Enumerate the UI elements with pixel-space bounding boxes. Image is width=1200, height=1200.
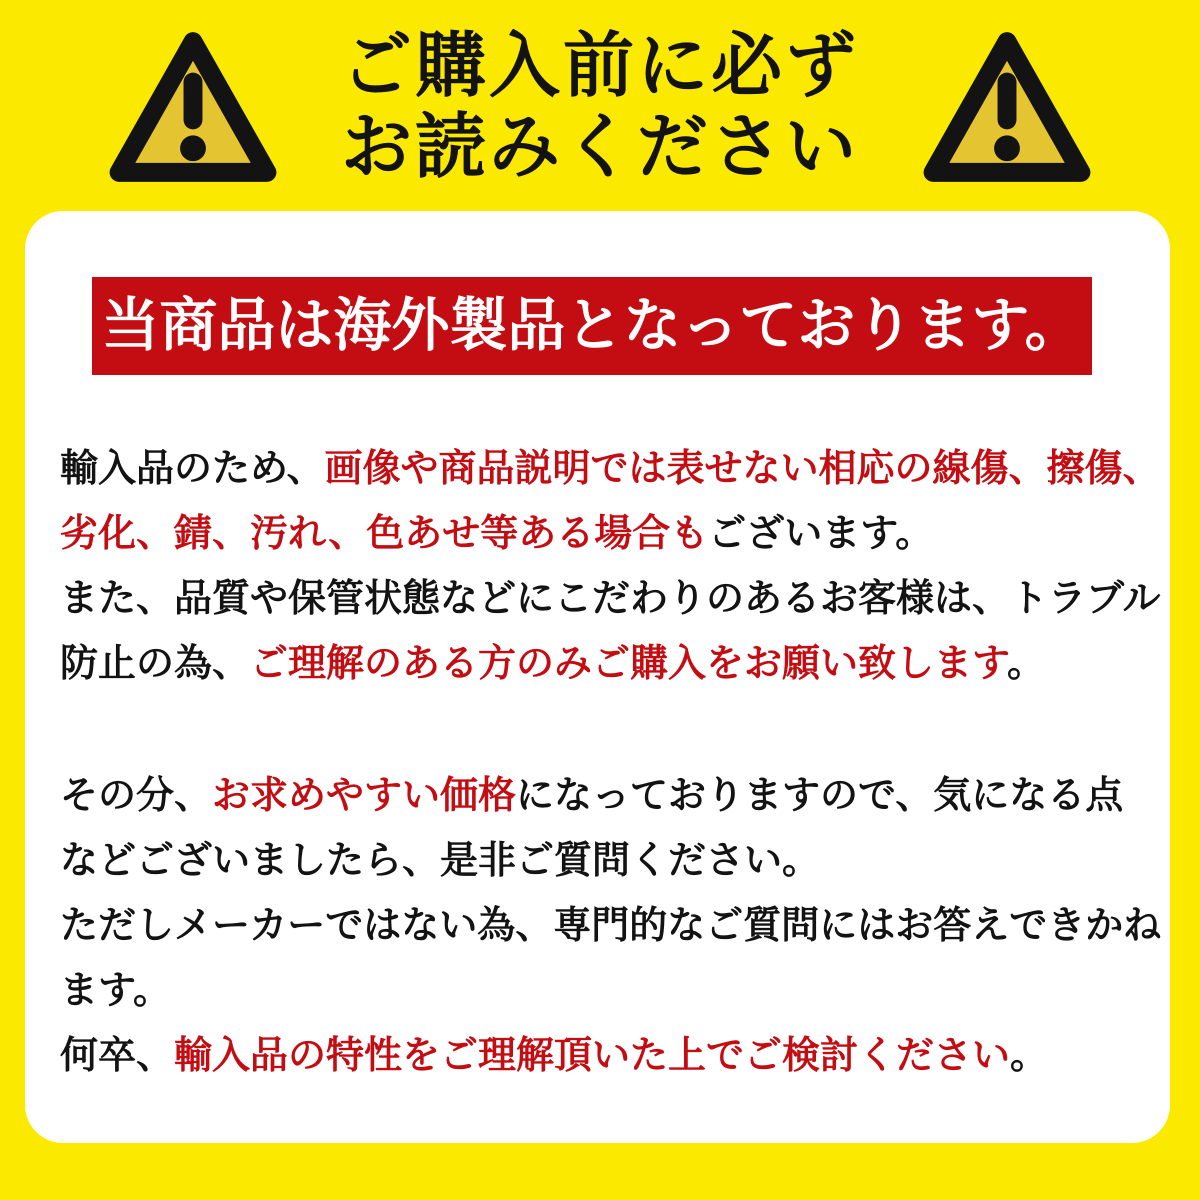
body-text-segment-red: 輸入品の特性をご理解頂いた上でご検討ください <box>174 1035 1011 1077</box>
body-line <box>60 632 1145 697</box>
body-text-segment-red: お求めやすい価格 <box>212 775 517 817</box>
body-text-segment: ただしメーカーではない為、専門的なご質問にはお答えできかね <box>60 905 1162 947</box>
body-text-segment: ございます。 <box>708 513 934 555</box>
body-text-segment: 。 <box>1010 1035 1049 1077</box>
body-text-segment: 防止の為、 <box>60 643 251 685</box>
body-line <box>60 959 1145 1024</box>
body-line <box>60 1024 1145 1089</box>
body-text-segment: 輸入品のため、 <box>60 448 325 490</box>
page-title <box>341 26 859 188</box>
overseas-product-banner: 当商品は海外製品となっております。 <box>92 277 1092 375</box>
body-text-segment: 何卒、 <box>60 1035 175 1077</box>
paragraph-import-condition <box>60 437 1161 697</box>
warning-triangle-icon <box>107 27 279 187</box>
body-text-segment-red: ご理解のある方のみご購入をお願い致します <box>250 643 1007 685</box>
title-line-2: お読みください <box>340 108 859 187</box>
notice-body <box>60 437 1162 1089</box>
body-text-segment-red: 画像や商品説明では表せない相応の線傷、擦傷、 <box>324 448 1161 490</box>
body-text-segment: その分、 <box>60 775 213 817</box>
body-text-segment: 。 <box>1006 643 1045 685</box>
paragraph-price-questions <box>60 764 1162 1089</box>
body-line <box>60 764 1145 829</box>
body-text-segment: になっておりますので、気になる点 <box>516 775 1124 817</box>
notice-panel <box>25 211 1170 1143</box>
header <box>0 26 1200 188</box>
body-text-segment: などございましたら、是非ご質問ください。 <box>60 840 821 882</box>
body-text-segment-red: 劣化、錆、汚れ、色あせ等ある場合も <box>60 513 709 555</box>
body-line <box>60 894 1162 959</box>
body-line <box>60 502 1145 567</box>
warning-triangle-icon <box>921 27 1093 187</box>
body-text-segment: また、品質や保管状態などにこだわりのあるお客様は、トラブル <box>60 578 1161 620</box>
title-line-1: ご購入前に必ず <box>340 27 859 106</box>
body-text-segment: ます。 <box>60 970 171 1012</box>
body-line <box>60 829 1145 894</box>
body-line <box>60 437 1161 502</box>
body-line <box>60 567 1161 632</box>
